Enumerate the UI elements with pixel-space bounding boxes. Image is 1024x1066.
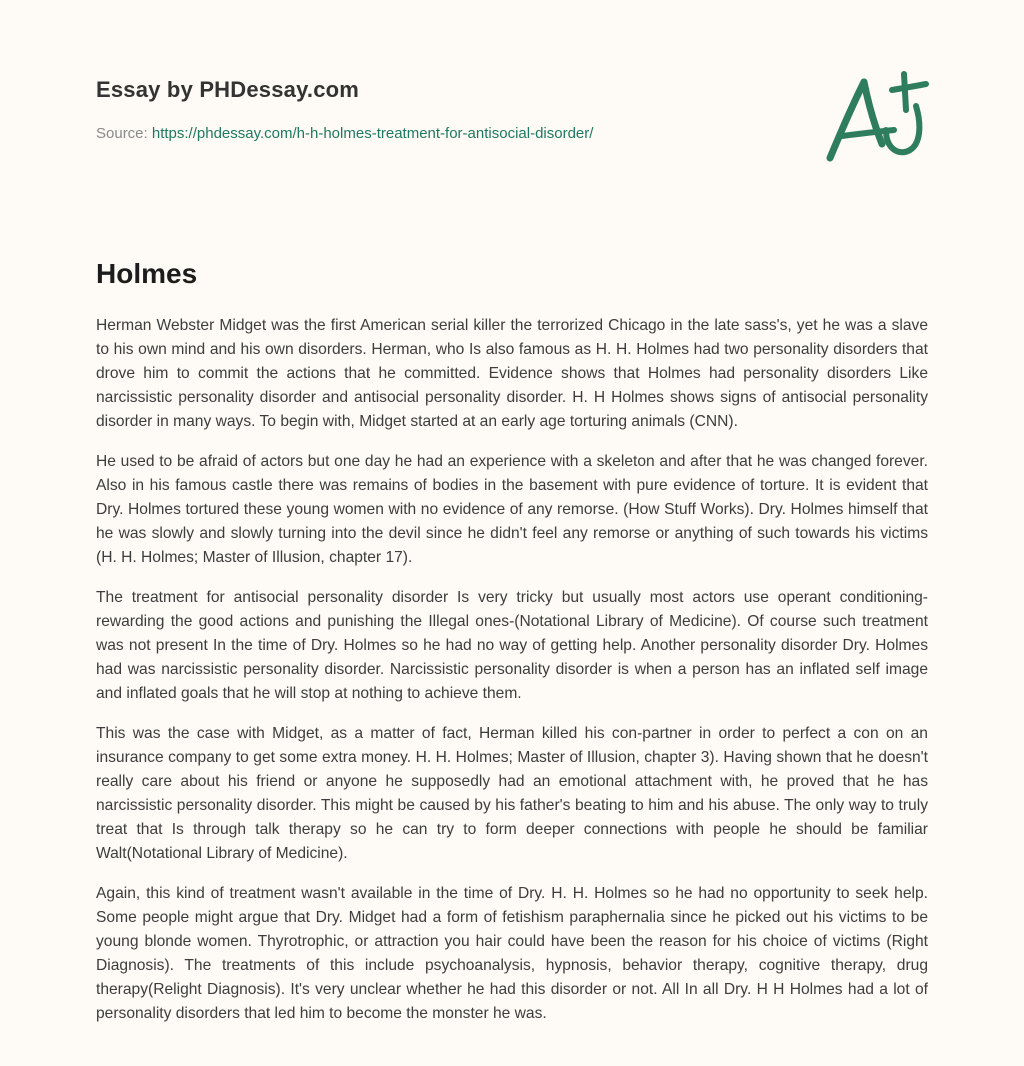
essay-title: Holmes <box>96 258 198 289</box>
source-label: Source: <box>96 125 148 142</box>
source-line <box>96 124 796 144</box>
essay-body <box>96 314 928 1042</box>
brand-title: Essay by PHDessay.com <box>96 77 360 102</box>
a-plus-grade-icon <box>818 66 936 166</box>
essay-paragraph: Again, this kind of treatment wasn't available in the time of Dry. H. H. Holmes so he had no opportunity to seek help. Some people might argue that Dry. Midget had a form of fetishism paraphernalia since he picked out his victims to be young blonde women. Thyrotrophic, or attraction you hair could have been the reason for his choice of victims (Right Diagnosis). The treatments of this include psychoanalysis, hypnosis, behavior therapy, cognitive therapy, drug therapy(Relight Diagnosis). It's very unclear whether he had this disorder or not. All In all Dry. H H Holmes had a lot of personality disorders that led him to become the monster he was. <box>96 885 928 1022</box>
page-header <box>96 74 796 144</box>
essay-paragraph: He used to be afraid of actors but one day he had an experience with a skeleton and after that he was changed forever. Also in his famous castle there was remains of bodies in the basement with pure evidence of torture. It is evident that Dry. Holmes tortured these young women with no evidence of any remorse. (How Stuff Works). Dry. Holmes himself that he was slowly and slowly turning into the devil since he didn't feel any remorse or anything of such towards his victims (H. H. Holmes; Master of Illusion, chapter 17). <box>96 453 928 566</box>
source-link[interactable]: https://phdessay.com/h-h-holmes-treatment-for-antisocial-disorder/ <box>151 125 594 142</box>
essay-paragraph: This was the case with Midget, as a matter of fact, Herman killed his con-partner in order to perfect a con on an insurance company to get some extra money. H. H. Holmes; Master of Illusion, chapter 3). Having shown that he doesn't really care about his friend or anyone he supposedly had an emotional attachment with, he proved that he has narcissistic personality disorder. This might be caused by his father's beating to him and his abuse. The only way to truly treat that Is through talk therapy so he can try to form deeper connections with people he should be familiar Walt(Notational Library of Medicine). <box>96 725 928 862</box>
essay-paragraph: Herman Webster Midget was the first American serial killer the terrorized Chicago in the late sass's, yet he was a slave to his own mind and his own disorders. Herman, who Is also famous as H. H. Holmes had two personality disorders that drove him to commit the actions that he committed. Evidence shows that Holmes had personality disorders Like narcissistic personality disorder and antisocial personality disorder. H. H Holmes shows signs of antisocial personality disorder in many ways. To begin with, Midget started at an early age torturing animals (CNN). <box>96 317 928 430</box>
essay-paragraph: The treatment for antisocial personality disorder Is very tricky but usually most actors use operant conditioning-rewarding the good actions and punishing the Illegal ones-(Notational Library of Medicine). Of course such treatment was not present In the time of Dry. Holmes so he had no way of getting help. Another personality disorder Dry. Holmes had was narcissistic personality disorder. Narcissistic personality disorder is when a person has an inflated self image and inflated goals that he will stop at nothing to achieve them. <box>96 589 928 702</box>
